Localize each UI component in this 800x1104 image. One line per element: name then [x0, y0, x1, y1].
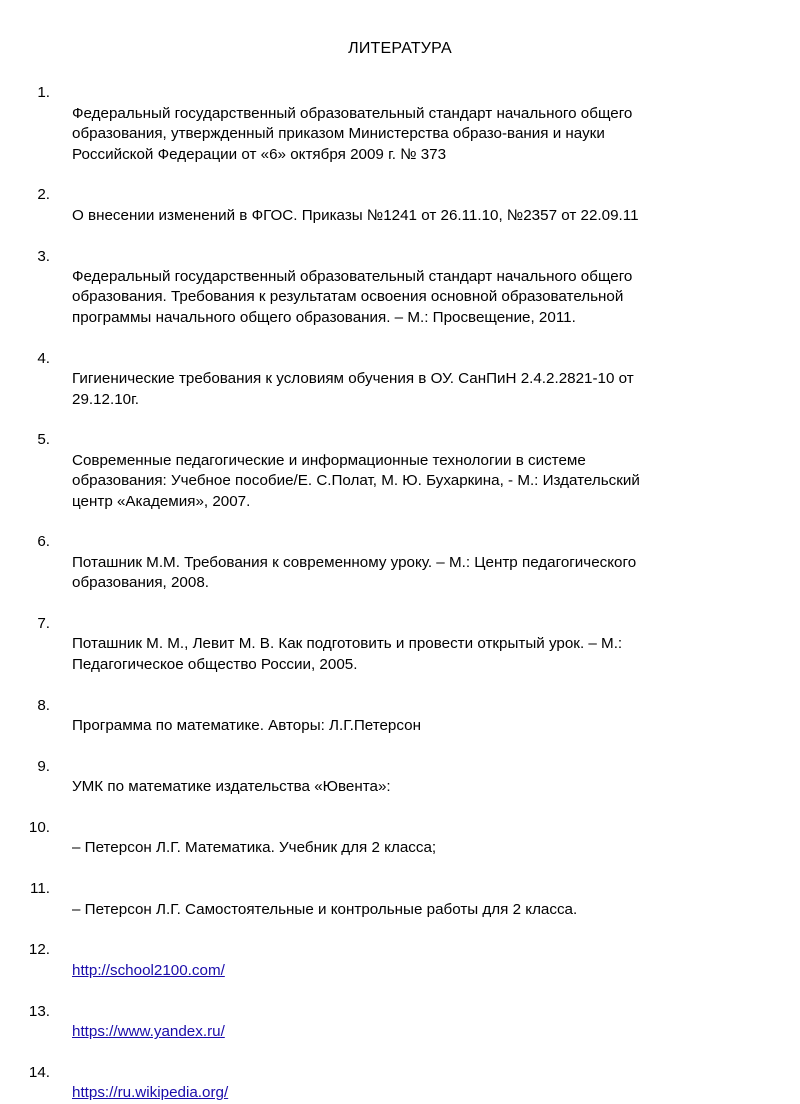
item-number: 2.: [37, 186, 50, 204]
item-text: Поташник М. М., Левит М. В. Как подготовить и провести открытый урок. – М.: Педагогическое общество России, 2005.: [72, 635, 623, 673]
list-item: [0, 675, 760, 736]
list-item: [0, 512, 760, 594]
list-item: [0, 920, 760, 981]
item-number: 5.: [37, 431, 50, 449]
item-text: – Петерсон Л.Г. Самостоятельные и контрольные работы для 2 класса.: [72, 900, 578, 918]
yandex-link[interactable]: https://www.yandex.ru/: [72, 1023, 225, 1041]
item-number: 12.: [28, 941, 50, 959]
school2100-link[interactable]: http://school2100.com/: [72, 961, 225, 979]
item-number: 9.: [37, 757, 50, 775]
list-item: [0, 1043, 760, 1104]
item-text: Программа по математике. Авторы: Л.Г.Петерсон: [72, 717, 421, 734]
item-text: Гигиенические требования к условиям обучения в ОУ. СанПиН 2.4.2.2821-10 от 29.12.10г.: [72, 370, 634, 408]
item-number: 3.: [37, 247, 50, 265]
list-item: [0, 594, 760, 676]
item-text: – Петерсон Л.Г. Математика. Учебник для 2 класса;: [72, 839, 437, 857]
item-text: Современные педагогические и информационные технологии в системе образования: Учебное пособие/Е. С.Полат, М. Ю. Бухаркина, - М.: Издательский центр «Академия», 2007.: [72, 451, 640, 510]
item-text: О внесении изменений в ФГОС. Приказы №1241 от 26.11.10, №2357 от 22.09.11: [72, 206, 639, 224]
item-number: 11.: [30, 880, 50, 898]
item-number: 4.: [37, 349, 50, 367]
item-number: 13.: [28, 1002, 50, 1020]
list-item: [0, 226, 760, 328]
item-text: Федеральный государственный образовательный стандарт начального общего образования, утвержденный приказом Министерства образо-вания и науки Российской Федерации от «6» октября 2009 г. № 373: [72, 104, 633, 163]
item-text: УМК по математике издательства «Ювента»:: [72, 778, 391, 796]
item-text: Федеральный государственный образовательный стандарт начального общего образования. Требования к результатам освоения основной образовательной программы начального общего образования. – М.: Просвещение, 2011.: [72, 268, 633, 326]
list-item: [0, 165, 760, 226]
list-item: [0, 981, 760, 1042]
list-item: [0, 328, 760, 410]
list-item: [0, 410, 760, 512]
list-item: [0, 63, 760, 165]
item-text: Поташник М.М. Требования к современному уроку. – М.: Центр педагогического образования, 2008.: [72, 553, 637, 592]
list-item: [0, 736, 760, 797]
item-number: 8.: [37, 696, 50, 714]
item-number: 1.: [37, 84, 50, 102]
item-number: 10.: [28, 819, 50, 837]
reference-list: [0, 63, 760, 1104]
wikipedia-link[interactable]: https://ru.wikipedia.org/: [72, 1084, 229, 1102]
list-item: [0, 798, 760, 859]
item-number: 6.: [37, 533, 50, 551]
item-number: 7.: [37, 614, 50, 632]
page-title: ЛИТЕРАТУРА: [348, 40, 452, 57]
list-item: [0, 859, 760, 920]
item-number: 14.: [28, 1063, 50, 1081]
